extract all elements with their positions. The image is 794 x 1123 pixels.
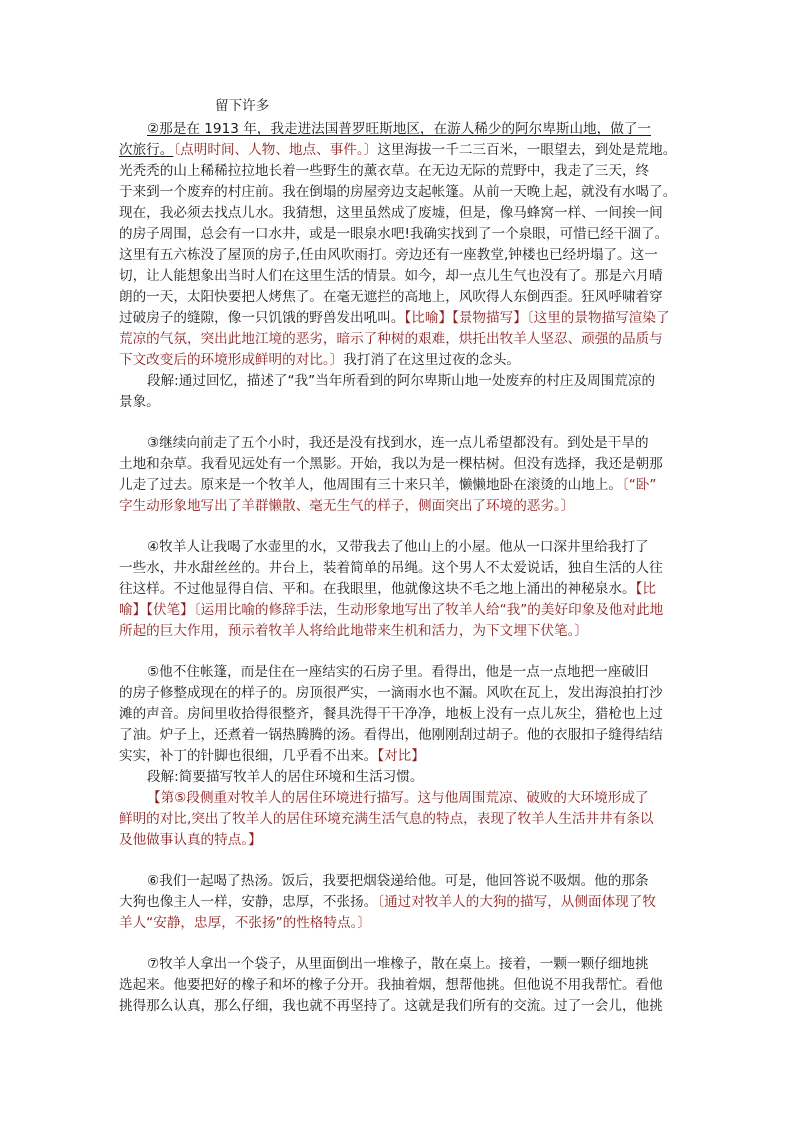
p2-line-8: 切，让人能想象出当时人们在这里生活的情景。如今，却一点儿生气也没有了。那是六月晴 [119, 268, 663, 284]
p4-annotation-2: 〔运用比喻的修辞手法，生动形象地写出了牧羊人给“我”的美好印象及他对此地 [193, 602, 664, 618]
p2-underlined: 次旅行。 [119, 142, 174, 158]
p7-line-1: ⑦牧羊人拿出一个袋子，从里面倒出一堆橡子，散在桌上。接着，一颗一颗仔细地挑 [147, 956, 649, 972]
p5-line-4: 了油。炉子上，还煮着一锅热腾腾的汤。看得出，他刚刚刮过胡子。他的衣服扣子缝得结结 [119, 727, 663, 743]
p6-text: 大狗也像主人一样，安静，忠厚，不张扬。 [119, 894, 378, 910]
p3-line-3 [119, 475, 656, 495]
p5-comment-3: 及他做事认真的特点。】 [119, 832, 262, 848]
p2-line-3: 光秃秃的山上稀稀拉拉地长着一些野生的薰衣草。在无边无际的荒野中，我走了三天，终 [119, 163, 650, 179]
doc-title: 留下许多 [215, 98, 270, 114]
p2-line-11: 荒凉的气氛，突出此地江境的恶劣，暗示了种树的艰难，烘托出牧羊人坚忍、顽强的品质与 [119, 331, 663, 347]
p5-line-2: 的房子修整成现在的样子的。房顶很严实，一滴雨水也不漏。风吹在瓦上，发出海浪拍打沙 [119, 685, 663, 701]
p4-line-4 [119, 600, 663, 620]
p4-annotation-1: 【比 [635, 581, 656, 597]
p4-line-2: 一些水，井水甜丝丝的。井台上，装着简单的吊绳。这个男人不太爱说话，独自生活的人往 [119, 560, 663, 576]
p6-line-2 [119, 892, 656, 912]
p2-annotation-2: 【比喻】【景物描写】〔这里的景物描写渲染了 [404, 310, 670, 326]
p6-line-1: ⑥我们一起喝了热汤。饭后，我要把烟袋递给他。可是，他回答说不吸烟。他的那条 [147, 873, 649, 889]
p2-line-12 [119, 350, 520, 370]
p3-line-1: ③继续向前走了五个小时，我还是没有找到水，连一点儿希望都没有。到处是干旱的 [147, 435, 649, 451]
p3-line-2: 土地和杂草。我看见远处有一个黑影。开始，我以为是一棵枯树。但没有选择，我还是朝那 [119, 456, 663, 472]
p7-line-3: 挑得那么认真，那么仔细，我也就不再坚持了。这就是我们所有的交流。过了一会儿，他挑 [119, 998, 663, 1014]
p5-comment-1: 【第⑤段侧重对牧羊人的居住环境进行描写。这与他周围荒凉、破败的大环境形成了 [147, 790, 649, 806]
p2-line-4: 于来到一个废弃的村庄前。我在倒塌的房屋旁边支起帐篷。从前一天晚上起，就没有水喝了。 [119, 184, 677, 200]
p2-text: 我打消了在这里过夜的念头。 [343, 352, 521, 368]
p5-text: 实实，补丁的针脚也很细，几乎看不出来。 [119, 748, 378, 764]
p5-summary: 段解:简要描写牧羊人的居住环境和生活习惯。 [147, 769, 424, 785]
p5-line-1: ⑤他不住帐篷，而是住在一座结实的石房子里。看得出，他是一点一点地把一座破旧 [147, 664, 649, 680]
p4-text: 往这样。不过他显得自信、平和。在我眼里，他就像这块不毛之地上涌出的神秘泉水。 [119, 581, 636, 597]
p2-summary-1: 段解:通过回忆，描述了“我”当年所看到的阿尔卑斯山地一处废弃的村庄及周围荒凉的 [147, 373, 656, 389]
p4-tags: 喻】【伏笔】 [119, 602, 194, 618]
p4-line-3 [119, 579, 656, 599]
p5-comment-2: 鲜明的对比,突出了牧羊人的居住环境充满生活气息的特点，表现了牧羊人生活井井有条以 [119, 811, 654, 827]
p3-line-4: 字生动形象地写出了羊群懒散、毫无生气的样子，侧面突出了环境的恶劣。〕 [119, 498, 575, 514]
p2-line-5: 现在，我必须去找点儿水。我猜想，这里虽然成了废墟，但是，像马蜂窝一样、一间挨一间 [119, 205, 663, 221]
p5-line-5 [119, 746, 425, 766]
p2-annotation-1: 〔点明时间、人物、地点、事件。〕 [173, 142, 378, 158]
p2-annotation-3: 下文改变后的环境形成鲜明的对比。〕 [119, 352, 344, 368]
p2-line-9: 朗的一天，太阳快要把人烤焦了。在毫无遮拦的高地上，风吹得人东倒西歪。狂风呼啸着穿 [119, 289, 663, 305]
p3-text: 儿走了过去。原来是一个牧羊人，他周围有三十来只羊，懒懒地卧在滚烫的山地上。 [119, 477, 622, 493]
p2-line-1: ②那是在 1913 年，我走进法国普罗旺斯地区，在游人稀少的阿尔卑斯山地，做了一 [147, 121, 652, 137]
p6-line-3: 羊人“安静，忠厚，不张扬”的性格特点。〕 [119, 915, 371, 931]
p2-line-6: 的房子周围，总会有一口水井，或是一眼泉水吧!我确实找到了一个泉眼，可惜已经干涸了。 [119, 226, 669, 242]
p3-annotation: 〔“卧” [621, 477, 657, 493]
p2-line-10 [119, 308, 670, 328]
p2-line-7: 这里有五六栋没了屋顶的房子,任由风吹雨打。旁边还有一座教堂,钟楼也已经坍塌了。这一 [119, 247, 658, 263]
p5-line-3: 滩的声音。房间里收拾得很整齐，餐具洗得干干净净，地板上没有一点儿灰尘，猎枪也上过 [119, 706, 663, 722]
p7-line-2: 选起来。他要把好的橡子和坏的橡子分开。我抽着烟，想帮他挑。但他说不用我帮忙。看他 [119, 977, 663, 993]
p4-line-1: ④牧羊人让我喝了水壶里的水，又带我去了他山上的小屋。他从一口深井里给我打了 [147, 539, 649, 555]
p2-summary-2: 景象。 [119, 394, 160, 410]
p2-text: 这里海拔一千二三百米，一眼望去，到处是荒地。 [377, 142, 677, 158]
p4-line-5: 所起的巨大作用，预示着牧羊人将给此地带来生机和活力，为下文埋下伏笔。〕 [119, 623, 588, 639]
p2-line-2 [119, 140, 676, 160]
p6-annotation-1: 〔通过对牧羊人的大狗的描写，从侧面体现了牧 [377, 894, 656, 910]
p2-text: 过破房子的缝隙，像一只饥饿的野兽发出吼叫。 [119, 310, 405, 326]
p5-tag: 【对比】 [377, 748, 425, 764]
